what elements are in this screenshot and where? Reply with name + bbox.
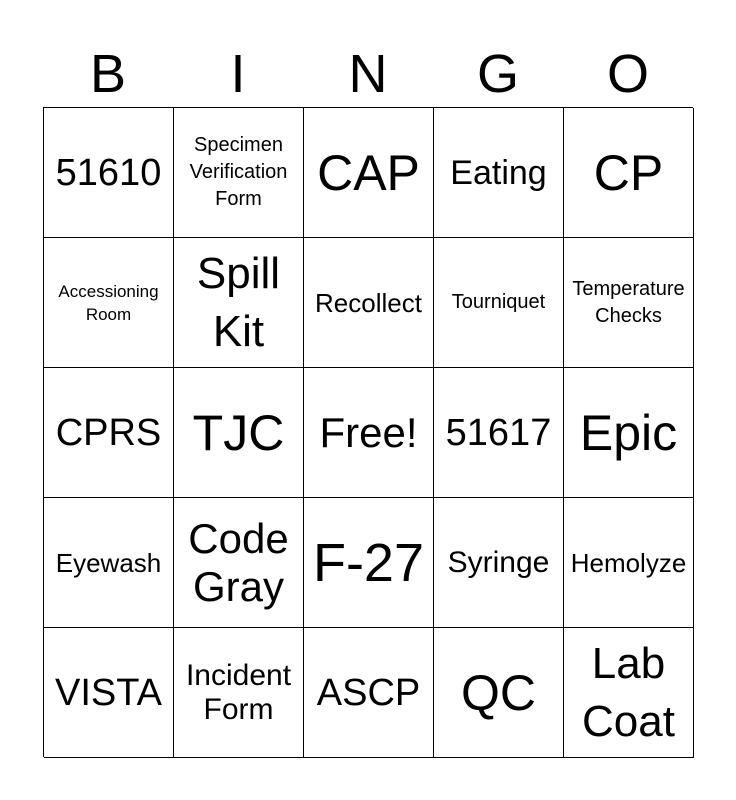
cell-label: Syringe	[447, 545, 550, 579]
cell-label: F-27	[312, 532, 425, 593]
cell-label: Incident Form	[185, 658, 292, 726]
cell-label: Hemolyze	[570, 547, 687, 578]
cell-label: CPRS	[55, 411, 162, 454]
cell-label: Lab Coat	[582, 638, 675, 746]
bingo-cell[interactable]	[304, 628, 434, 758]
cell-label: Epic	[579, 404, 678, 461]
cell-label: 51610	[55, 151, 162, 194]
cell-label: CAP	[317, 144, 420, 201]
bingo-cell-free[interactable]	[304, 368, 434, 498]
cell-label: 51617	[445, 411, 552, 454]
cell-label: Spill Kit	[196, 248, 281, 356]
bingo-cell[interactable]	[174, 238, 304, 368]
bingo-cell[interactable]	[174, 108, 304, 238]
bingo-header	[43, 42, 693, 106]
bingo-cell[interactable]	[434, 108, 564, 238]
bingo-board	[43, 107, 693, 757]
bingo-cell[interactable]	[304, 238, 434, 368]
cell-label: TJC	[192, 404, 285, 461]
bingo-cell[interactable]	[434, 368, 564, 498]
cell-label: Temperature Checks	[572, 277, 685, 327]
bingo-cell[interactable]	[564, 498, 694, 628]
cell-label: CP	[593, 144, 664, 201]
bingo-cell[interactable]	[434, 238, 564, 368]
bingo-cell[interactable]	[44, 628, 174, 758]
cell-label: Accessioning Room	[58, 281, 159, 324]
cell-label: Specimen Verification Form	[189, 134, 288, 210]
bingo-cell[interactable]	[564, 628, 694, 758]
bingo-cell[interactable]	[304, 108, 434, 238]
cell-label: Recollect	[315, 287, 422, 318]
header-letter-o: O	[606, 44, 649, 104]
cell-label: VISTA	[55, 671, 162, 714]
header-letter-n: N	[348, 44, 388, 104]
cell-label: ASCP	[316, 671, 421, 714]
bingo-cell[interactable]	[174, 368, 304, 498]
bingo-cell[interactable]	[174, 628, 304, 758]
bingo-cell[interactable]	[44, 498, 174, 628]
bingo-cell[interactable]	[564, 368, 694, 498]
cell-label: Tourniquet	[451, 291, 546, 313]
header-letter-b: B	[89, 44, 127, 104]
bingo-cell[interactable]	[44, 368, 174, 498]
cell-label: Eyewash	[55, 547, 162, 578]
cell-label: Free!	[319, 408, 418, 456]
cell-label: Code Gray	[188, 514, 289, 610]
cell-label: Eating	[450, 153, 547, 192]
bingo-cell[interactable]	[44, 238, 174, 368]
header-letter-i: I	[230, 44, 246, 104]
bingo-cell[interactable]	[564, 108, 694, 238]
header-letter-g: G	[476, 44, 519, 104]
bingo-cell[interactable]	[44, 108, 174, 238]
bingo-cell[interactable]	[304, 498, 434, 628]
bingo-cell[interactable]	[434, 498, 564, 628]
bingo-cell[interactable]	[564, 238, 694, 368]
bingo-cell[interactable]	[174, 498, 304, 628]
cell-label: QC	[461, 664, 536, 721]
bingo-cell[interactable]	[434, 628, 564, 758]
